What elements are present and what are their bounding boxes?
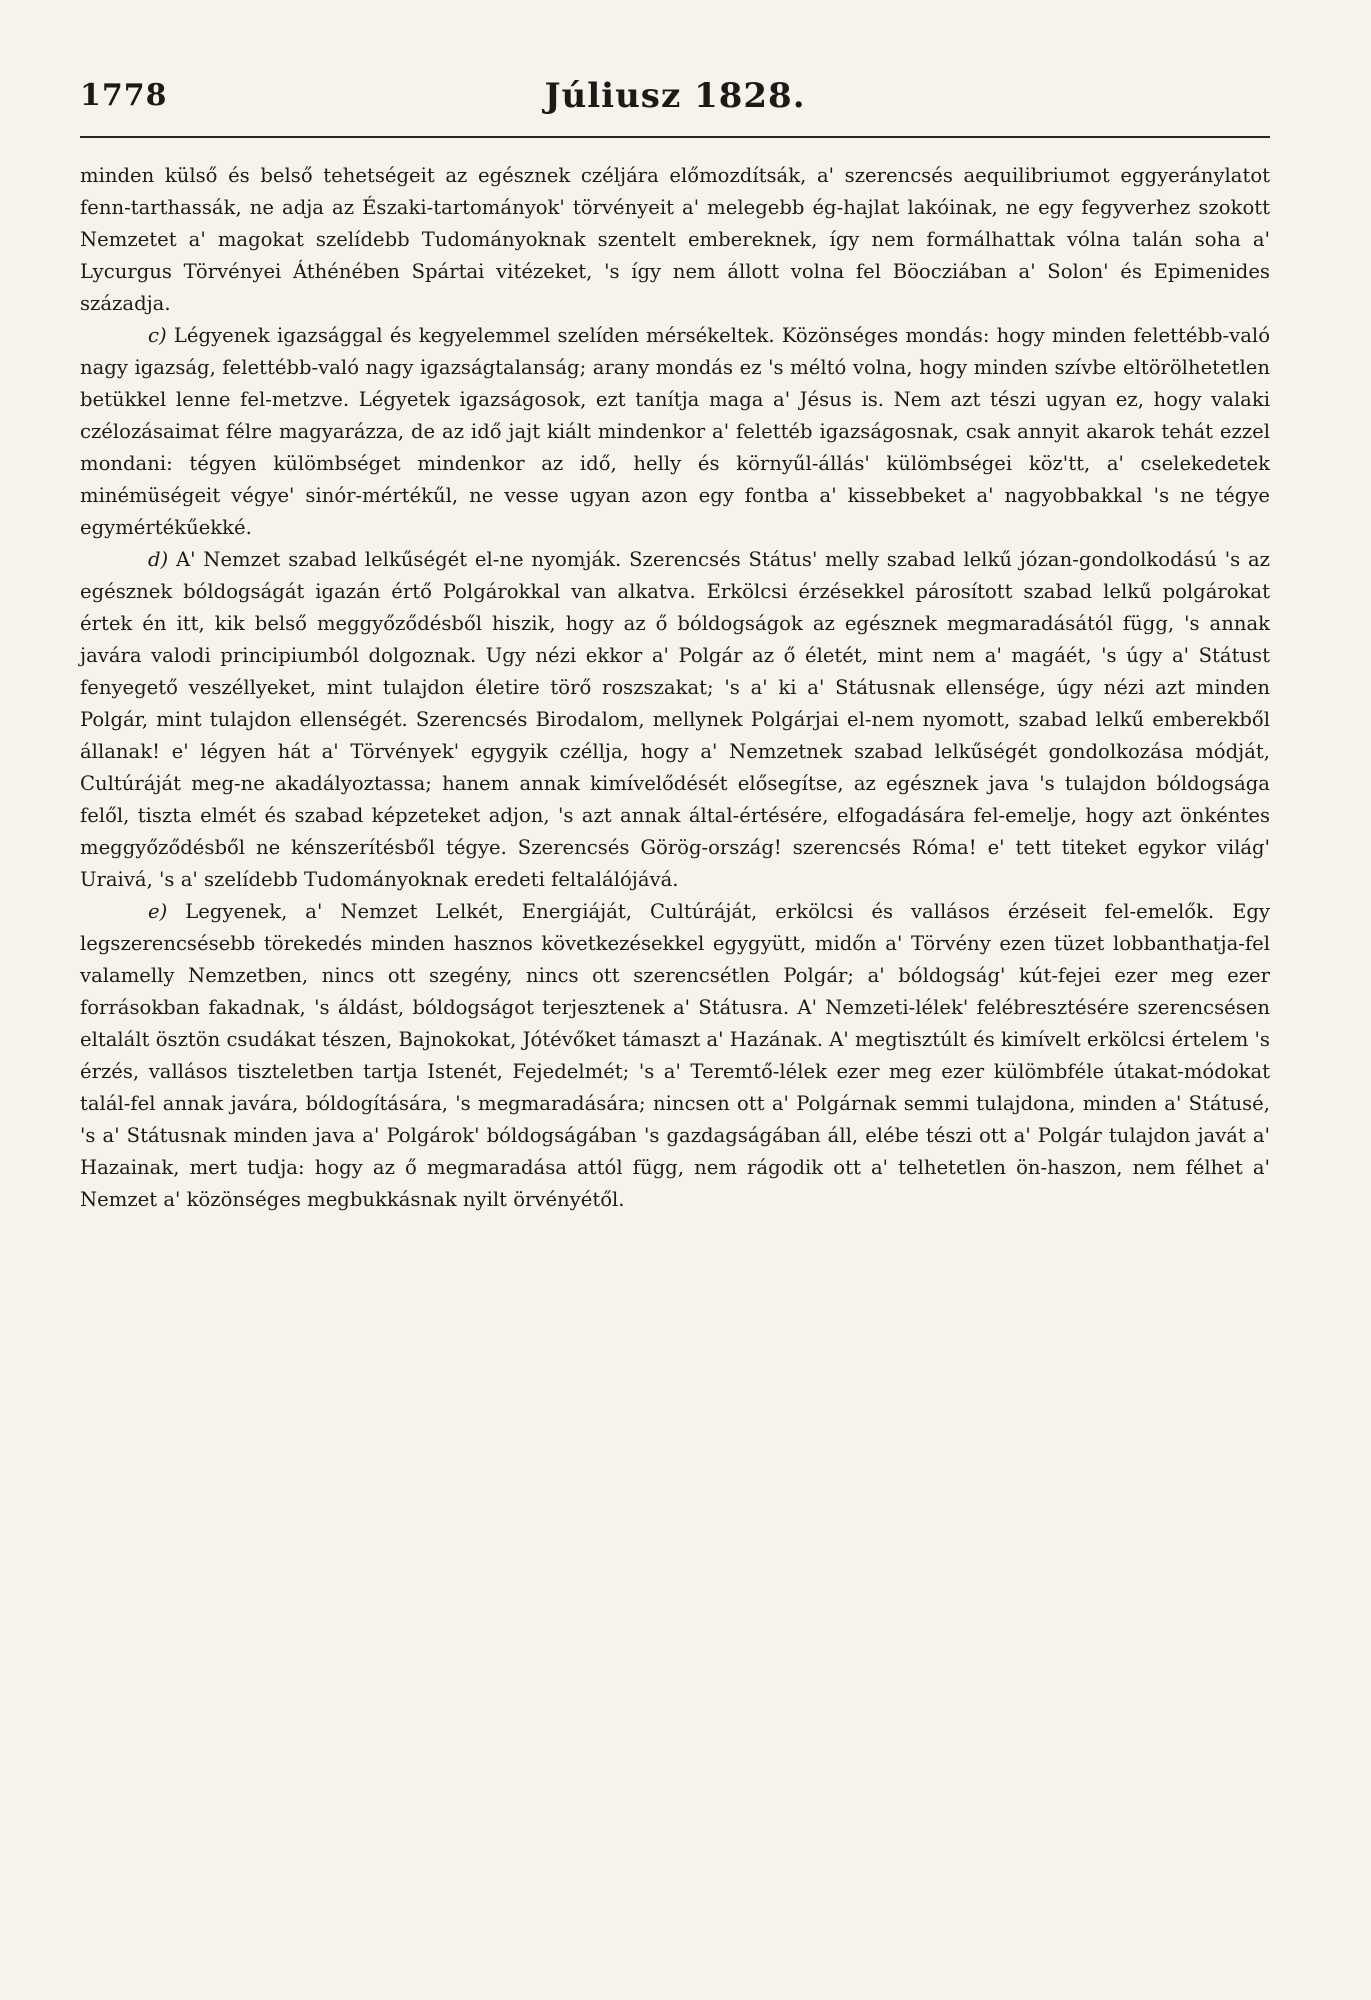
paragraph-continuation — [80, 160, 1270, 320]
body-text — [80, 160, 1270, 1216]
paragraph-d — [80, 544, 1270, 896]
running-title: Júliusz 1828. — [544, 76, 806, 116]
paragraph-text: A' Nemzet szabad lelkűségét el-ne nyomják. Szerencsés Státus' melly szabad lelkű józan-gondolkodású 's az egésznek bóldogságát igazán értő Polgárokkal van alkatva. Erkölcsi érzésekkel párosított szabad lelkű polgárokat értek én itt, kik belső meggyőződésből hiszik, hogy az ő bóldogságok az egésznek megmaradásától függ, 's annak javára valodi principiumból dolgoznak. Ugy nézi ekkor a' Polgár az ő életét, mint nem a' magáét, 's úgy a' Státust fenyegető veszéllyeket, mint tulajdon életire törő roszszakat; 's a' ki a' Státusnak ellensége, úgy nézi azt minden Polgár, mint tulajdon ellenségét. Szerencsés Birodalom, mellynek Polgárjai el-nem nyomott, szabad lelkű emberekből állanak! e' légyen hát a' Törvények' egygyik czéllja, hogy a' Nemzetnek szabad lelkűségét gondolkozása módját, Cultúráját meg-ne akadályoztassa; hanem annak kimívelődését elősegítse, az egésznek java 's tulajdon bóldogsága felől, tiszta elmét és szabad képzeteket adjon, 's azt annak által-értésére, elfogadására fel-emelje, hogy azt önkéntes meggyőződésből ne kénszerítésből tégye. Szerencsés Görög-ország! szerencsés Róma! e' tett titeket egykor világ' Uraivá, 's a' szelídebb Tudományoknak eredeti feltalálójává. — [80, 548, 1270, 891]
paragraph-marker: c) — [148, 324, 167, 347]
page-number: 1778 — [80, 78, 168, 113]
page-header — [80, 72, 1270, 138]
paragraph-text: Legyenek, a' Nemzet Lelkét, Energiáját, Cultúráját, erkölcsi és vallásos érzéseit fel-emelők. Egy legszerencsésebb törekedés minden hasznos következésekkel egygyütt, midőn a' Törvény ezen tüzet lobbanthatja-fel valamelly Nemzetben, nincs ott szegény, nincs ott szerencsétlen Polgár; a' bóldogság' kút-fejei ezer meg ezer forrásokban fakadnak, 's áldást, bóldogságot terjesztenek a' Státusra. A' Nemzeti-lélek' felébresztésére szerencsésen eltalált ösztön csudákat tészen, Bajnokokat, Jótévőket támaszt a' Hazának. A' megtisztúlt és kimívelt erkölcsi értelem 's érzés, vallásos tiszteletben tartja Istenét, Fejedelmét; 's a' Teremtő-lélek ezer meg ezer külömbféle útakat-módokat talál-fel annak javára, bóldogítására, 's megmaradására; nincsen ott a' Polgárnak semmi tulajdona, minden a' Státusé, 's a' Státusnak minden java a' Polgárok' bóldogságában 's gazdagságában áll, elébe tészi ott a' Polgár tulajdon javát a' Hazainak, mert tudja: hogy az ő megmaradása attól függ, nem rágodik ott a' telhetetlen ön-haszon, nem félhet a' Nemzet a' közönséges megbukkásnak nyilt örvényétől. — [80, 900, 1270, 1211]
paragraph-c — [80, 320, 1270, 544]
paragraph-marker: e) — [148, 900, 168, 923]
document-page — [80, 72, 1270, 1216]
paragraph-marker: d) — [148, 548, 169, 571]
paragraph-text: minden külső és belső tehetségeit az egésznek czéljára előmozdítsák, a' szerencsés aequilibriumot eggyeránylatot fenn-tarthassák, ne adja az Északi-tartományok' törvényeit a' melegebb ég-hajlat lakóinak, ne egy fegyverhez szokott Nemzetet a' magokat szelídebb Tudományoknak szentelt embereknek, így nem formálhattak vólna talán soha a' Lycurgus Törvényei Áthénében Spártai vitézeket, 's így nem állott volna fel Böocziában a' Solon' és Epimenides századja. — [80, 164, 1270, 315]
paragraph-e — [80, 896, 1270, 1216]
paragraph-text: Légyenek igazsággal és kegyelemmel szelíden mérsékeltek. Közönséges mondás: hogy minden felettébb-való nagy igazság, felettébb-való nagy igazságtalanság; arany mondás ez 's méltó volna, hogy minden szívbe eltörölhetetlen betükkel lenne fel-metzve. Légyetek igazságosok, ezt tanítja maga a' Jésus is. Nem azt tészi ugyan ez, hogy valaki czélozásaimat félre magyarázza, de az idő jajt kiált mindenkor a' felettéb igazságosnak, csak annyit akarok tehát ezzel mondani: tégyen külömbséget mindenkor az idő, helly és környűl-állás' külömbségei köz'tt, a' cselekedetek minémüségeit végye' sinór-mértékűl, ne vesse ugyan azon egy fontba a' kissebbeket a' nagyobbakkal 's ne tégye egymértékűekké. — [80, 324, 1270, 539]
